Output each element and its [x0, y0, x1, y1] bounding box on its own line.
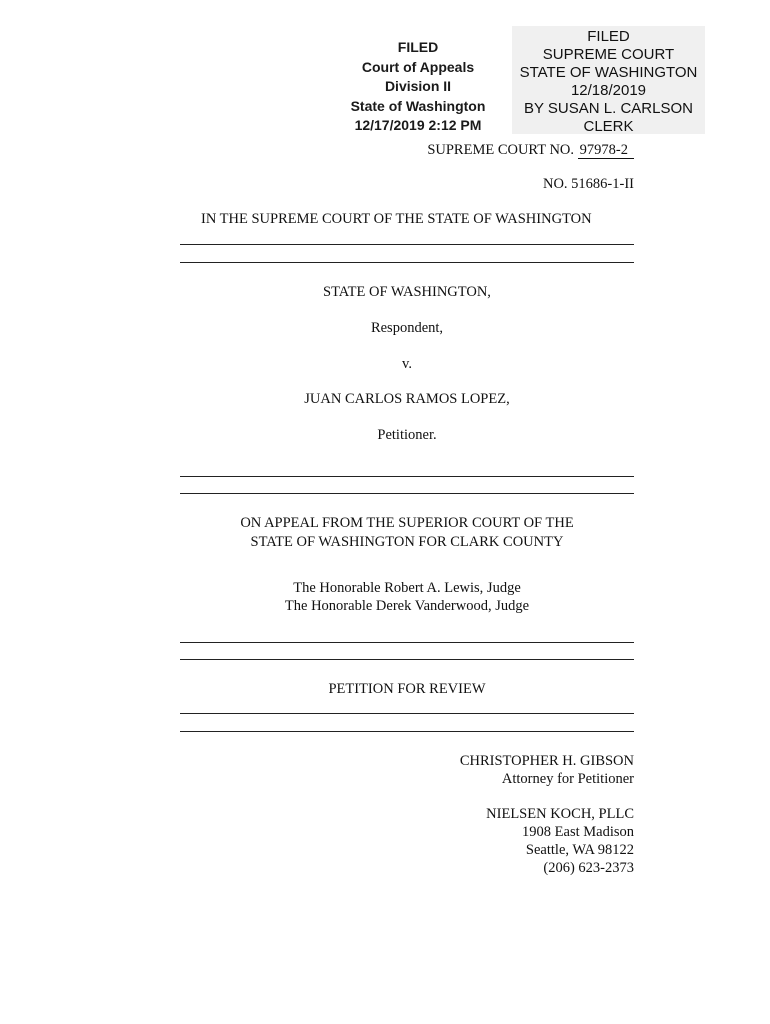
coa-stamp-line: State of Washington — [350, 97, 486, 114]
divider-line — [180, 659, 634, 660]
coa-case-number: NO. 51686-1-II — [542, 176, 634, 192]
petitioner-role: Petitioner. — [377, 427, 437, 443]
versus: v. — [402, 356, 412, 372]
law-firm-name: NIELSEN KOCH, PLLC — [486, 806, 634, 822]
respondent-role: Respondent, — [370, 320, 444, 336]
divider-line — [180, 731, 634, 732]
coa-filing-stamp — [318, 38, 518, 136]
sc-stamp-line: STATE OF WASHINGTON — [519, 64, 698, 81]
sc-stamp-line: FILED — [587, 28, 630, 45]
divider-line — [180, 713, 634, 714]
court-title: IN THE SUPREME COURT OF THE STATE OF WASHINGTON — [201, 211, 592, 227]
divider-line — [180, 642, 634, 643]
supreme-court-number-label: SUPREME COURT NO. — [427, 142, 575, 158]
sc-stamp-line: CLERK — [583, 118, 634, 135]
attorney-name: CHRISTOPHER H. GIBSON — [459, 753, 634, 769]
attorney-role: Attorney for Petitioner — [501, 771, 634, 787]
divider-line — [180, 244, 634, 245]
document-title: PETITION FOR REVIEW — [328, 681, 486, 697]
supreme-court-filing-stamp — [512, 26, 705, 134]
divider-line — [180, 476, 634, 477]
judge-name: The Honorable Robert A. Lewis, Judge — [293, 580, 521, 596]
supreme-court-number-value: 97978-2 — [578, 142, 634, 159]
sc-stamp-line: 12/18/2019 — [570, 82, 647, 99]
appeal-line: STATE OF WASHINGTON FOR CLARK COUNTY — [250, 534, 564, 550]
firm-address-line: Seattle, WA 98122 — [525, 842, 634, 858]
supreme-court-number — [380, 142, 634, 159]
divider-line — [180, 493, 634, 494]
firm-address-line: 1908 East Madison — [522, 824, 634, 840]
respondent-name: STATE OF WASHINGTON, — [323, 284, 491, 300]
judge-name: The Honorable Derek Vanderwood, Judge — [284, 598, 530, 614]
coa-stamp-line: Court of Appeals — [361, 58, 475, 75]
divider-line — [180, 262, 634, 263]
petitioner-name: JUAN CARLOS RAMOS LOPEZ, — [304, 391, 510, 407]
firm-phone: (206) 623-2373 — [543, 860, 634, 876]
coa-stamp-line: Division II — [384, 78, 452, 95]
sc-stamp-line: SUPREME COURT — [542, 46, 675, 63]
appeal-line: ON APPEAL FROM THE SUPERIOR COURT OF THE — [240, 515, 574, 531]
coa-stamp-line: 12/17/2019 2:12 PM — [354, 117, 482, 134]
sc-stamp-line: BY SUSAN L. CARLSON — [524, 100, 693, 117]
coa-stamp-line: FILED — [397, 39, 439, 55]
